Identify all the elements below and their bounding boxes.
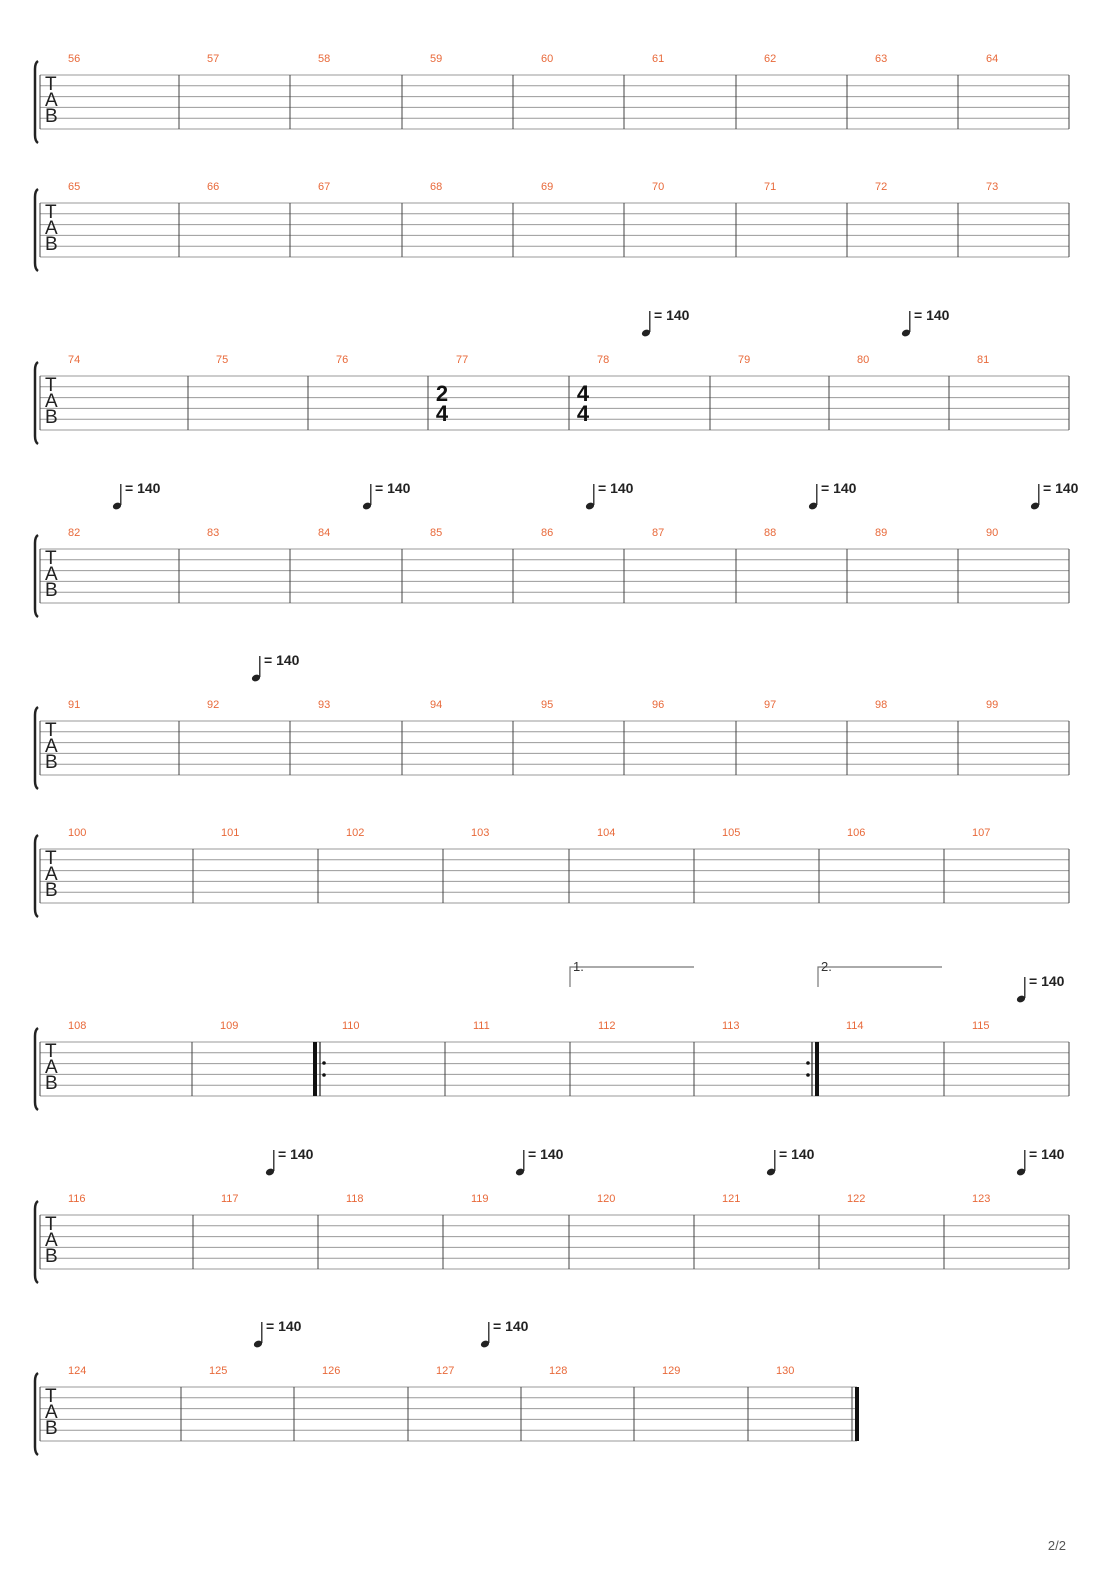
measure-number: 60 bbox=[541, 53, 554, 65]
measure-number: 114 bbox=[846, 1020, 864, 1032]
tab-clef-letter: T bbox=[45, 1041, 57, 1062]
time-signature-bottom: 4 bbox=[435, 401, 449, 426]
measure-number: 82 bbox=[68, 527, 81, 539]
tab-clef-letter: A bbox=[45, 1230, 58, 1251]
measure-number: 128 bbox=[549, 1365, 568, 1377]
system-bracket bbox=[35, 835, 38, 917]
system-bracket bbox=[35, 362, 38, 444]
tab-clef-letter: B bbox=[45, 880, 58, 901]
measure-number: 102 bbox=[346, 827, 365, 839]
measure-number: 75 bbox=[216, 354, 229, 366]
measure-number: 104 bbox=[597, 827, 616, 839]
measure-number: 111 bbox=[473, 1020, 490, 1032]
measure-number: 66 bbox=[207, 181, 220, 193]
tab-system bbox=[35, 1318, 859, 1455]
measure-number: 103 bbox=[471, 827, 490, 839]
time-signature-top: 2 bbox=[435, 381, 449, 406]
measure-number: 122 bbox=[847, 1193, 866, 1205]
tab-clef-letter: A bbox=[45, 218, 58, 239]
tempo-mark bbox=[1016, 1146, 1065, 1177]
measure-number: 88 bbox=[764, 527, 777, 539]
measure-number: 59 bbox=[430, 53, 443, 65]
tab-clef-letter: B bbox=[45, 234, 58, 255]
measure-number: 74 bbox=[68, 354, 81, 366]
volta-label: 1. bbox=[573, 959, 584, 974]
tab-system bbox=[35, 181, 1069, 271]
tab-clef-letter: B bbox=[45, 106, 58, 127]
system-bracket bbox=[35, 1373, 38, 1455]
measure-number: 130 bbox=[776, 1365, 795, 1377]
measure-number: 106 bbox=[847, 827, 866, 839]
tab-clef-letter: A bbox=[45, 90, 58, 111]
tempo-mark bbox=[1030, 480, 1079, 511]
measure-number: 87 bbox=[652, 527, 665, 539]
measure-number: 93 bbox=[318, 699, 331, 711]
tab-clef-letter: B bbox=[45, 1246, 58, 1267]
tempo-value: = 140 bbox=[1043, 480, 1079, 496]
measure-number: 113 bbox=[722, 1020, 740, 1032]
measure-number: 79 bbox=[738, 354, 751, 366]
measure-number: 100 bbox=[68, 827, 87, 839]
measure-number: 64 bbox=[986, 53, 999, 65]
measure-number: 118 bbox=[346, 1193, 364, 1205]
tempo-mark bbox=[112, 480, 161, 511]
tempo-value: = 140 bbox=[598, 480, 634, 496]
measure-number: 127 bbox=[436, 1365, 455, 1377]
tab-system bbox=[35, 1146, 1069, 1283]
measure-number: 65 bbox=[68, 181, 81, 193]
measure-number: 76 bbox=[336, 354, 349, 366]
measure-number: 97 bbox=[764, 699, 777, 711]
tab-clef-letter: B bbox=[45, 1418, 58, 1439]
time-signature-bottom: 4 bbox=[576, 401, 590, 426]
measure-number: 108 bbox=[68, 1020, 87, 1032]
system-bracket bbox=[35, 189, 38, 271]
measure-number: 89 bbox=[875, 527, 888, 539]
measure-number: 90 bbox=[986, 527, 999, 539]
measure-number: 92 bbox=[207, 699, 220, 711]
measure-number: 116 bbox=[68, 1193, 86, 1205]
tempo-value: = 140 bbox=[528, 1146, 564, 1162]
volta-label: 2. bbox=[821, 959, 832, 974]
tempo-value: = 140 bbox=[266, 1318, 302, 1334]
tab-clef-letter: T bbox=[45, 202, 57, 223]
measure-number: 62 bbox=[764, 53, 777, 65]
tab-clef-letter: T bbox=[45, 74, 57, 95]
tab-clef-letter: A bbox=[45, 864, 58, 885]
system-bracket bbox=[35, 535, 38, 617]
measure-number: 83 bbox=[207, 527, 220, 539]
measure-number: 129 bbox=[662, 1365, 681, 1377]
measure-number: 91 bbox=[68, 699, 81, 711]
measure-number: 105 bbox=[722, 827, 741, 839]
measure-number: 80 bbox=[857, 354, 870, 366]
tab-clef-letter: T bbox=[45, 1214, 57, 1235]
system-bracket bbox=[35, 1201, 38, 1283]
tempo-value: = 140 bbox=[493, 1318, 529, 1334]
tempo-mark bbox=[901, 307, 950, 338]
tempo-value: = 140 bbox=[779, 1146, 815, 1162]
tempo-value: = 140 bbox=[914, 307, 950, 323]
measure-number: 71 bbox=[764, 181, 777, 193]
measure-number: 63 bbox=[875, 53, 888, 65]
measure-number: 94 bbox=[430, 699, 443, 711]
tab-clef-letter: T bbox=[45, 1386, 57, 1407]
tab-clef-letter: A bbox=[45, 564, 58, 585]
measure-number: 85 bbox=[430, 527, 443, 539]
measure-number: 120 bbox=[597, 1193, 616, 1205]
measure-number: 73 bbox=[986, 181, 999, 193]
measure-number: 56 bbox=[68, 53, 81, 65]
measure-number: 99 bbox=[986, 699, 999, 711]
tab-system bbox=[35, 53, 1069, 143]
tempo-value: = 140 bbox=[821, 480, 857, 496]
tempo-mark bbox=[766, 1146, 815, 1177]
tab-clef-letter: B bbox=[45, 752, 58, 773]
tempo-mark bbox=[265, 1146, 314, 1177]
measure-number: 95 bbox=[541, 699, 554, 711]
measure-number: 58 bbox=[318, 53, 331, 65]
measure-number: 57 bbox=[207, 53, 220, 65]
tempo-value: = 140 bbox=[1029, 973, 1065, 989]
repeat-dot bbox=[806, 1061, 810, 1065]
measure-number: 68 bbox=[430, 181, 443, 193]
time-signature-top: 4 bbox=[576, 381, 590, 406]
measure-number: 81 bbox=[977, 354, 990, 366]
page-number: 2/2 bbox=[1047, 1538, 1066, 1553]
repeat-end-thick bbox=[815, 1042, 819, 1096]
repeat-start-thick bbox=[313, 1042, 317, 1096]
tab-system bbox=[35, 480, 1079, 617]
repeat-dot bbox=[322, 1061, 326, 1065]
tab-clef-letter: A bbox=[45, 1402, 58, 1423]
measure-number: 121 bbox=[722, 1193, 741, 1205]
measure-number: 61 bbox=[652, 53, 665, 65]
measure-number: 107 bbox=[972, 827, 991, 839]
tempo-mark bbox=[808, 480, 857, 511]
tab-clef-letter: B bbox=[45, 580, 58, 601]
system-bracket bbox=[35, 707, 38, 789]
tab-system bbox=[35, 959, 1069, 1110]
tab-clef-letter: T bbox=[45, 720, 57, 741]
tempo-value: = 140 bbox=[278, 1146, 314, 1162]
tempo-mark bbox=[253, 1318, 302, 1349]
measure-number: 70 bbox=[652, 181, 665, 193]
repeat-dot bbox=[806, 1073, 810, 1077]
measure-number: 69 bbox=[541, 181, 554, 193]
tempo-mark bbox=[585, 480, 634, 511]
volta-bracket bbox=[570, 967, 694, 987]
system-bracket bbox=[35, 1028, 38, 1110]
measure-number: 72 bbox=[875, 181, 888, 193]
measure-number: 67 bbox=[318, 181, 331, 193]
measure-number: 115 bbox=[972, 1020, 990, 1032]
tab-clef-letter: A bbox=[45, 1057, 58, 1078]
tempo-mark bbox=[362, 480, 411, 511]
measure-number: 123 bbox=[972, 1193, 991, 1205]
final-barline-thick bbox=[855, 1387, 859, 1441]
measure-number: 96 bbox=[652, 699, 665, 711]
tab-clef-letter: B bbox=[45, 407, 58, 428]
measure-number: 125 bbox=[209, 1365, 228, 1377]
measure-number: 124 bbox=[68, 1365, 87, 1377]
volta-bracket bbox=[818, 967, 942, 987]
tempo-value: = 140 bbox=[125, 480, 161, 496]
measure-number: 77 bbox=[456, 354, 469, 366]
measure-number: 101 bbox=[221, 827, 240, 839]
tab-system bbox=[35, 827, 1069, 917]
tempo-mark bbox=[480, 1318, 529, 1349]
measure-number: 109 bbox=[220, 1020, 239, 1032]
tempo-value: = 140 bbox=[375, 480, 411, 496]
measure-number: 126 bbox=[322, 1365, 341, 1377]
tempo-mark bbox=[251, 652, 300, 683]
tab-clef-letter: A bbox=[45, 736, 58, 757]
tab-clef-letter: T bbox=[45, 375, 57, 396]
measure-number: 98 bbox=[875, 699, 888, 711]
measure-number: 112 bbox=[598, 1020, 616, 1032]
tab-system bbox=[35, 307, 1069, 444]
measure-number: 84 bbox=[318, 527, 331, 539]
tempo-mark bbox=[1016, 973, 1065, 1004]
tempo-value: = 140 bbox=[1029, 1146, 1065, 1162]
repeat-dot bbox=[322, 1073, 326, 1077]
system-bracket bbox=[35, 61, 38, 143]
measure-number: 119 bbox=[471, 1193, 489, 1205]
tempo-value: = 140 bbox=[654, 307, 690, 323]
tempo-value: = 140 bbox=[264, 652, 300, 668]
tempo-mark bbox=[641, 307, 690, 338]
measure-number: 110 bbox=[342, 1020, 360, 1032]
tab-clef-letter: T bbox=[45, 848, 57, 869]
measure-number: 117 bbox=[221, 1193, 239, 1205]
tab-system bbox=[35, 652, 1069, 789]
tempo-mark bbox=[515, 1146, 564, 1177]
measure-number: 86 bbox=[541, 527, 554, 539]
tab-clef-letter: B bbox=[45, 1073, 58, 1094]
tab-clef-letter: A bbox=[45, 391, 58, 412]
tab-clef-letter: T bbox=[45, 548, 57, 569]
measure-number: 78 bbox=[597, 354, 610, 366]
